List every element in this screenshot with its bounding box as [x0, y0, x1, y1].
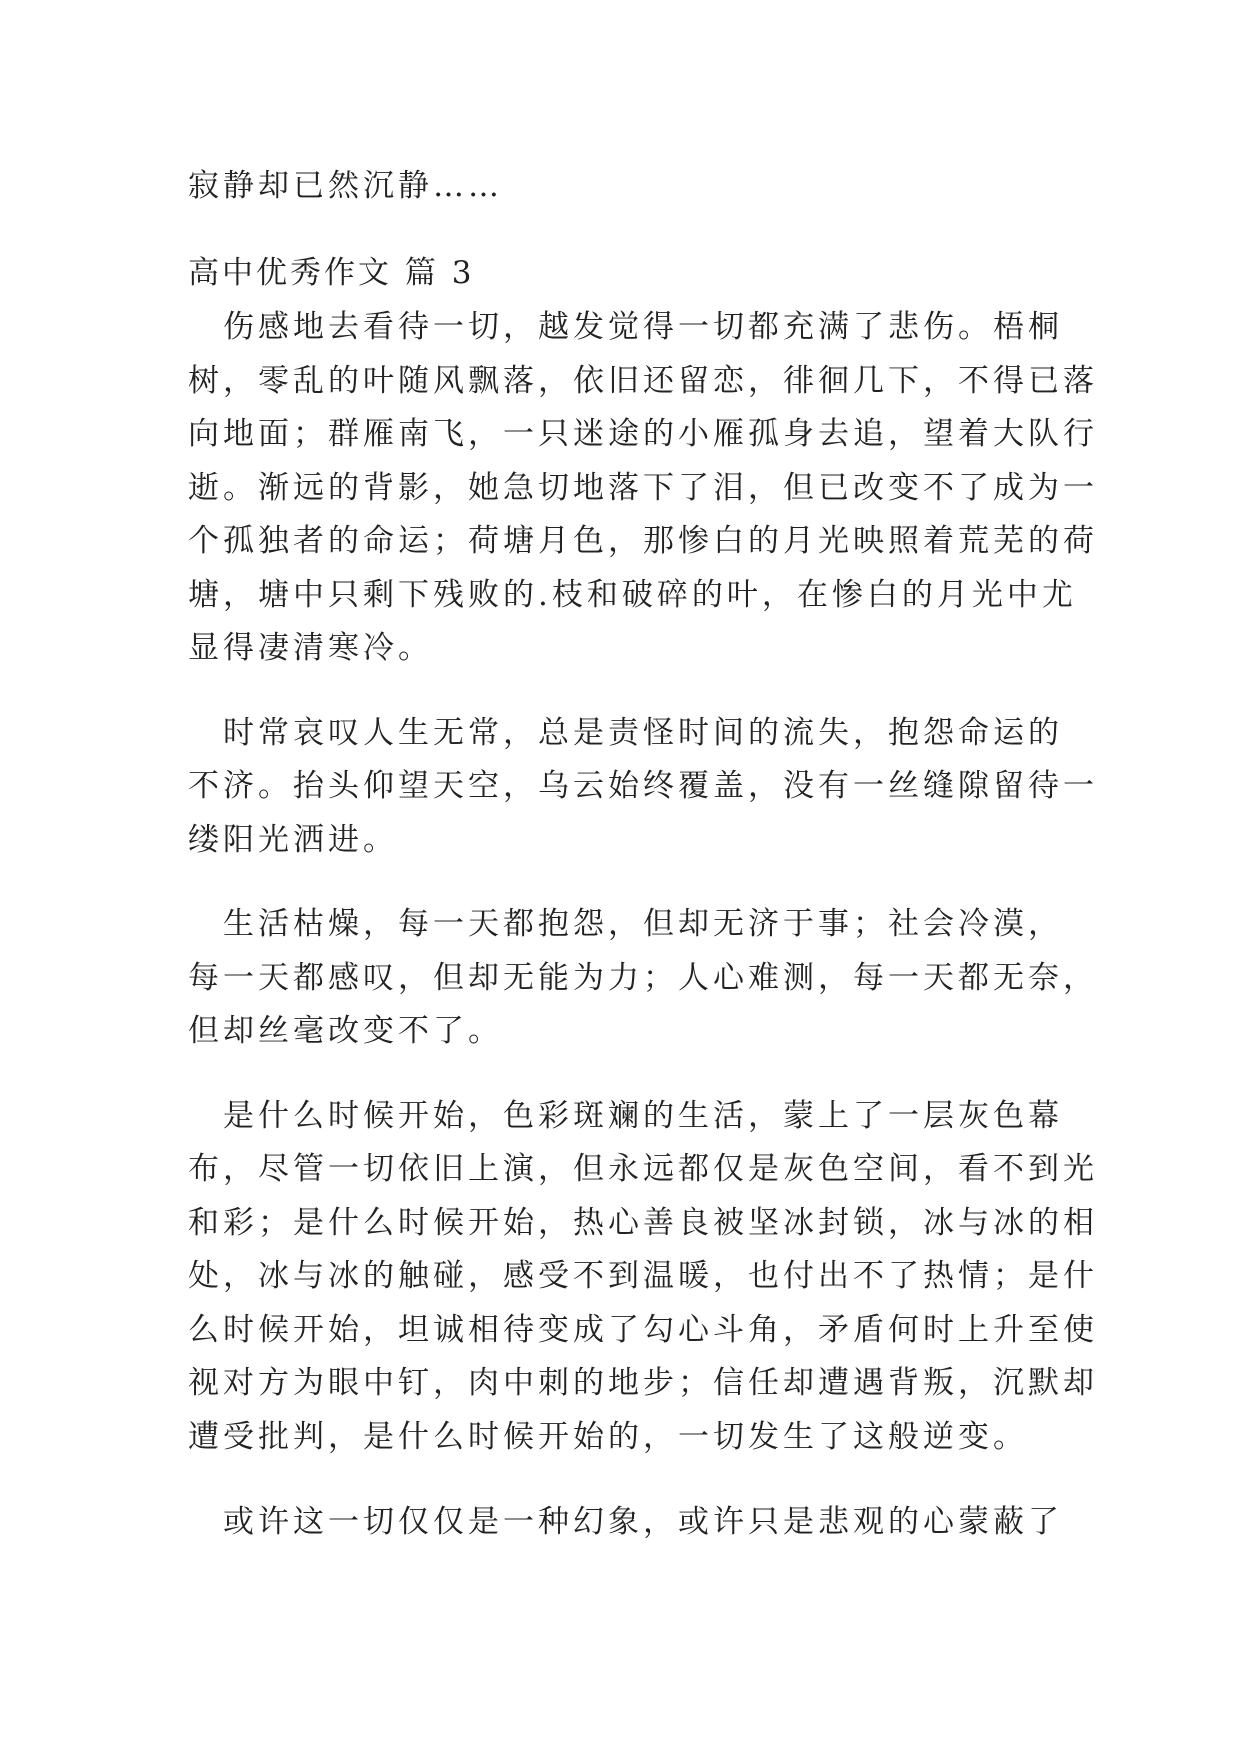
paragraph-1-line-5: 个孤独者的命运；荷塘月色，那惨白的月光映照着荒芜的荷 — [188, 523, 1098, 559]
intro-line: 寂静却已然沉静…… — [188, 168, 503, 204]
paragraph-1-line-6: 塘，塘中只剩下残败的.枝和破碎的叶，在惨白的月光中尤 — [188, 577, 1077, 613]
paragraph-1-line-2: 树，零乱的叶随风飘落，依旧还留恋，徘徊几下，不得已落 — [188, 363, 1098, 399]
paragraph-4-line-4: 处，冰与冰的触碰，感受不到温暖，也付出不了热情；是什 — [188, 1258, 1098, 1294]
paragraph-3-line-3: 但却丝毫改变不了。 — [188, 1013, 503, 1049]
paragraph-3-line-1: 生活枯燥，每一天都抱怨，但却无济于事；社会冷漠， — [188, 906, 1063, 942]
paragraph-3-line-2: 每一天都感叹，但却无能为力；人心难测，每一天都无奈， — [188, 960, 1098, 996]
paragraph-2-line-1: 时常哀叹人生无常，总是责怪时间的流失，抱怨命运的 — [188, 715, 1063, 751]
paragraph-4-line-1: 是什么时候开始，色彩斑斓的生活，蒙上了一层灰色幕 — [188, 1098, 1063, 1134]
paragraph-1-line-7: 显得凄清寒冷。 — [188, 630, 433, 666]
paragraph-1-line-1: 伤感地去看待一切，越发觉得一切都充满了悲伤。梧桐 — [188, 309, 1063, 345]
paragraph-1-line-4: 逝。渐远的背影，她急切地落下了泪，但已改变不了成为一 — [188, 470, 1098, 506]
paragraph-4-line-6: 视对方为眼中钉，肉中刺的地步；信任却遭遇背叛，沉默却 — [188, 1365, 1098, 1401]
section-title: 高中优秀作文 篇 3 — [188, 255, 475, 291]
paragraph-4-line-5: 么时候开始，坦诚相待变成了勾心斗角，矛盾何时上升至使 — [188, 1312, 1098, 1348]
paragraph-5-line-1: 或许这一切仅仅是一种幻象，或许只是悲观的心蒙蔽了 — [188, 1504, 1063, 1540]
paragraph-4-line-2: 布，尽管一切依旧上演，但永远都仅是灰色空间，看不到光 — [188, 1151, 1098, 1187]
paragraph-1-line-3: 向地面；群雁南飞，一只迷途的小雁孤身去追，望着大队行 — [188, 416, 1098, 452]
paragraph-4-line-7: 遭受批判，是什么时候开始的，一切发生了这般逆变。 — [188, 1419, 1028, 1455]
paragraph-2-line-3: 缕阳光洒进。 — [188, 822, 398, 858]
paragraph-2-line-2: 不济。抬头仰望天空，乌云始终覆盖，没有一丝缝隙留待一 — [188, 768, 1098, 804]
paragraph-4-line-3: 和彩；是什么时候开始，热心善良被坚冰封锁，冰与冰的相 — [188, 1205, 1098, 1241]
